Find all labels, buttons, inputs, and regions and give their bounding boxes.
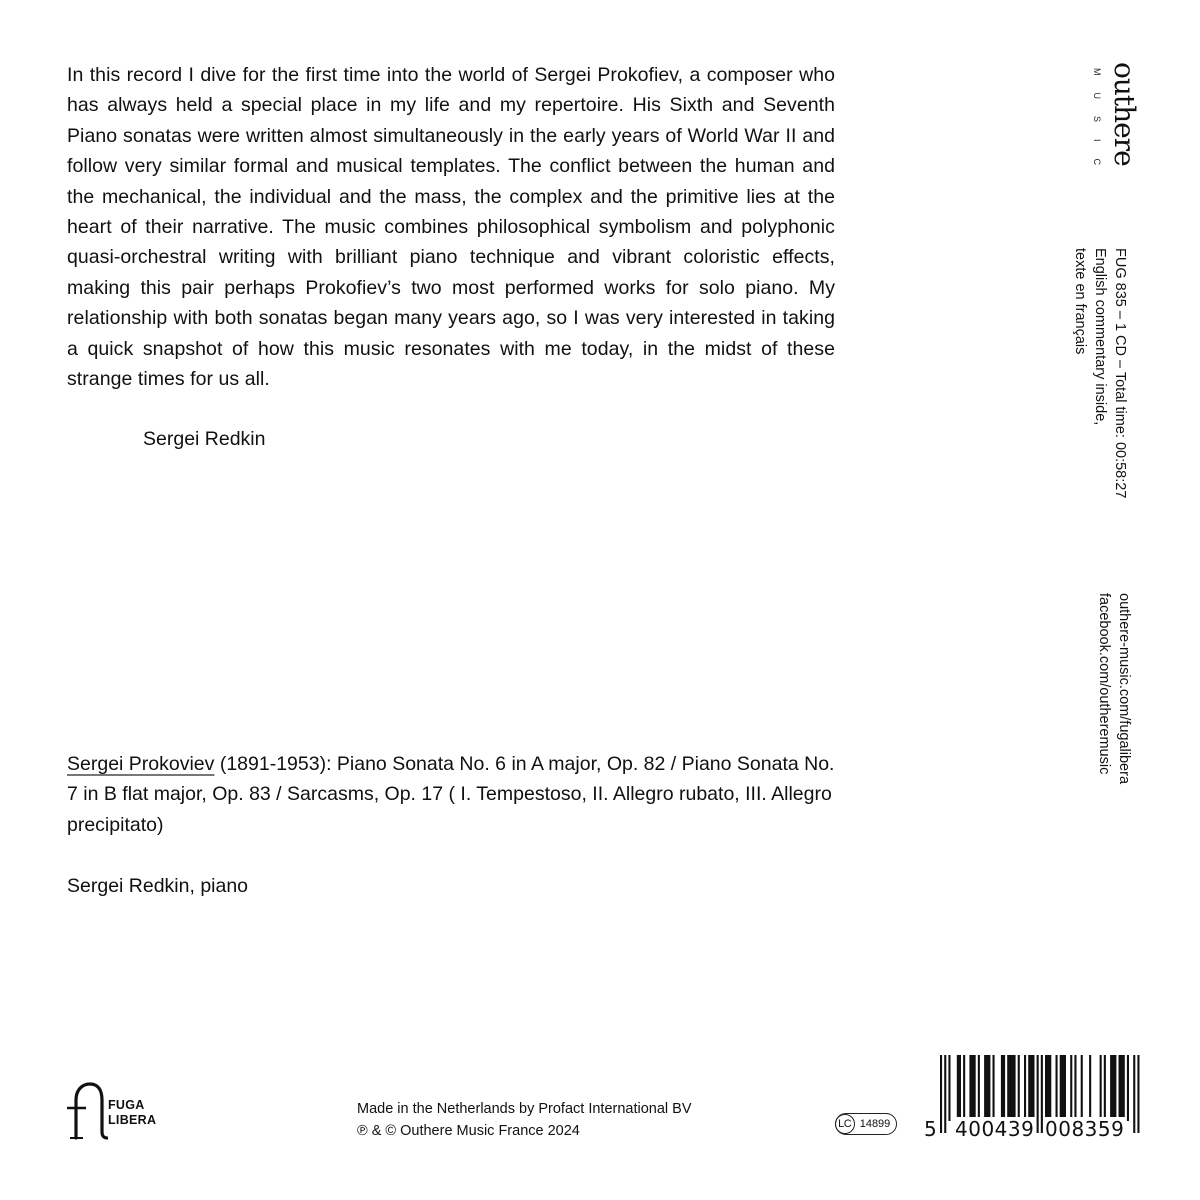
label-code-badge <box>835 1113 897 1135</box>
outhere-logo-sub: MUSIC <box>1092 68 1102 182</box>
barcode-bar <box>1056 1055 1058 1121</box>
barcode-bar <box>1024 1055 1026 1121</box>
website-link[interactable]: outhere-music.com/fugalibera <box>1116 593 1132 785</box>
liner-notes-signature: Sergei Redkin <box>143 428 266 450</box>
barcode-bar <box>1119 1055 1125 1121</box>
barcode-bar <box>1127 1055 1129 1121</box>
composer-link[interactable]: Sergei Prokoviev <box>67 753 215 775</box>
manufacturing-notice: Made in the Netherlands by Profact International BV <box>357 1101 692 1117</box>
barcode-bar <box>1104 1055 1106 1121</box>
barcode-bar <box>1100 1055 1102 1121</box>
fuga-libera-wordmark <box>108 1098 156 1128</box>
liner-notes-paragraph: In this record I dive for the first time into the world of Sergei Prokofiev, a composer who has always held a special place in my life and my repertoire. His Sixth and Seventh Piano sonatas were written almost simultaneously in the early years of World War II and follow very similar formal and musical templates. The conflict between the human and the mechanical, the individual and the mass, the complex and the primitive lies at the heart of their narrative. The music combines philosophical symbolism and polyphonic quasi-orchestral writing with brilliant piano technique and vibrant coloristic effects, making this pair perhaps Prokofiev’s two most performed works for solo piano. My relationship with both sonatas began many years ago, so I was very interested in taking a quick snapshot of how this music resonates with me today, in the midst of these strange times for us all. <box>67 64 835 391</box>
barcode-bar <box>1081 1055 1083 1121</box>
performer-credit: Sergei Redkin, piano <box>67 875 249 897</box>
spine-info-line: texte en français <box>1072 248 1088 355</box>
legal-notice <box>357 1098 692 1142</box>
fuga-libera-line1: FUGA <box>108 1098 145 1112</box>
fuga-libera-fl-icon <box>64 1082 108 1140</box>
spine-info-line: English commentary inside, <box>1092 248 1108 426</box>
barcode-bar <box>1074 1055 1076 1121</box>
barcode-bar <box>1060 1055 1066 1121</box>
barcode-bar <box>1070 1055 1072 1121</box>
copyright-notice: ℗ & © Outhere Music France 2024 <box>357 1123 580 1139</box>
facebook-link[interactable]: facebook.com/outheremusic <box>1096 593 1112 775</box>
barcode-bar <box>1001 1055 1005 1121</box>
barcode-bar <box>963 1055 965 1121</box>
barcode-bar <box>978 1055 980 1121</box>
barcode-first-digit: 5 <box>924 1117 937 1141</box>
barcode-guard-bar <box>944 1055 946 1133</box>
spine-links <box>1094 593 1134 784</box>
barcode-bar <box>1045 1055 1051 1121</box>
barcode-bar <box>1089 1055 1091 1121</box>
spine-info-line: FUG 835 – 1 CD – Total time: 00:58:27 <box>1112 248 1128 499</box>
fuga-libera-line2: LIBERA <box>108 1113 157 1127</box>
program-description <box>67 749 837 840</box>
barcode-right-group: 008359 <box>1045 1117 1125 1141</box>
outhere-logo-word: outhere <box>1108 62 1141 166</box>
barcode-bar <box>1018 1055 1020 1121</box>
barcode-guard-bar <box>1133 1055 1135 1133</box>
barcode-bar <box>957 1055 961 1121</box>
barcode-bar <box>969 1055 975 1121</box>
barcode-guard-bar <box>940 1055 942 1133</box>
barcode-guard-bar <box>1037 1055 1039 1133</box>
barcode-left-group: 400439 <box>955 1117 1035 1141</box>
outhere-music-logo <box>1090 62 1141 182</box>
label-code-number: 14899 <box>859 1118 891 1130</box>
lc-icon: LC <box>835 1114 855 1134</box>
barcode-bar <box>948 1055 950 1121</box>
program-works: (1891-1953): Piano Sonata No. 6 in A major, Op. 82 / Piano Sonata No. 7 in B flat major, Op. 83 / Sarcasms, Op. 17 ( I. Tempestoso, II. Allegro rubato, III. Allegro precipitato) <box>67 753 835 836</box>
barcode-bar <box>1028 1055 1034 1121</box>
barcode-bar <box>1007 1055 1015 1121</box>
barcode-bar <box>993 1055 995 1121</box>
fuga-libera-logo <box>64 1082 174 1142</box>
spine-catalogue-info <box>1070 248 1130 498</box>
barcode-bar <box>1110 1055 1116 1121</box>
barcode-guard-bar <box>1137 1055 1139 1133</box>
barcode-bar <box>984 1055 990 1121</box>
ean-barcode <box>920 1055 1140 1143</box>
